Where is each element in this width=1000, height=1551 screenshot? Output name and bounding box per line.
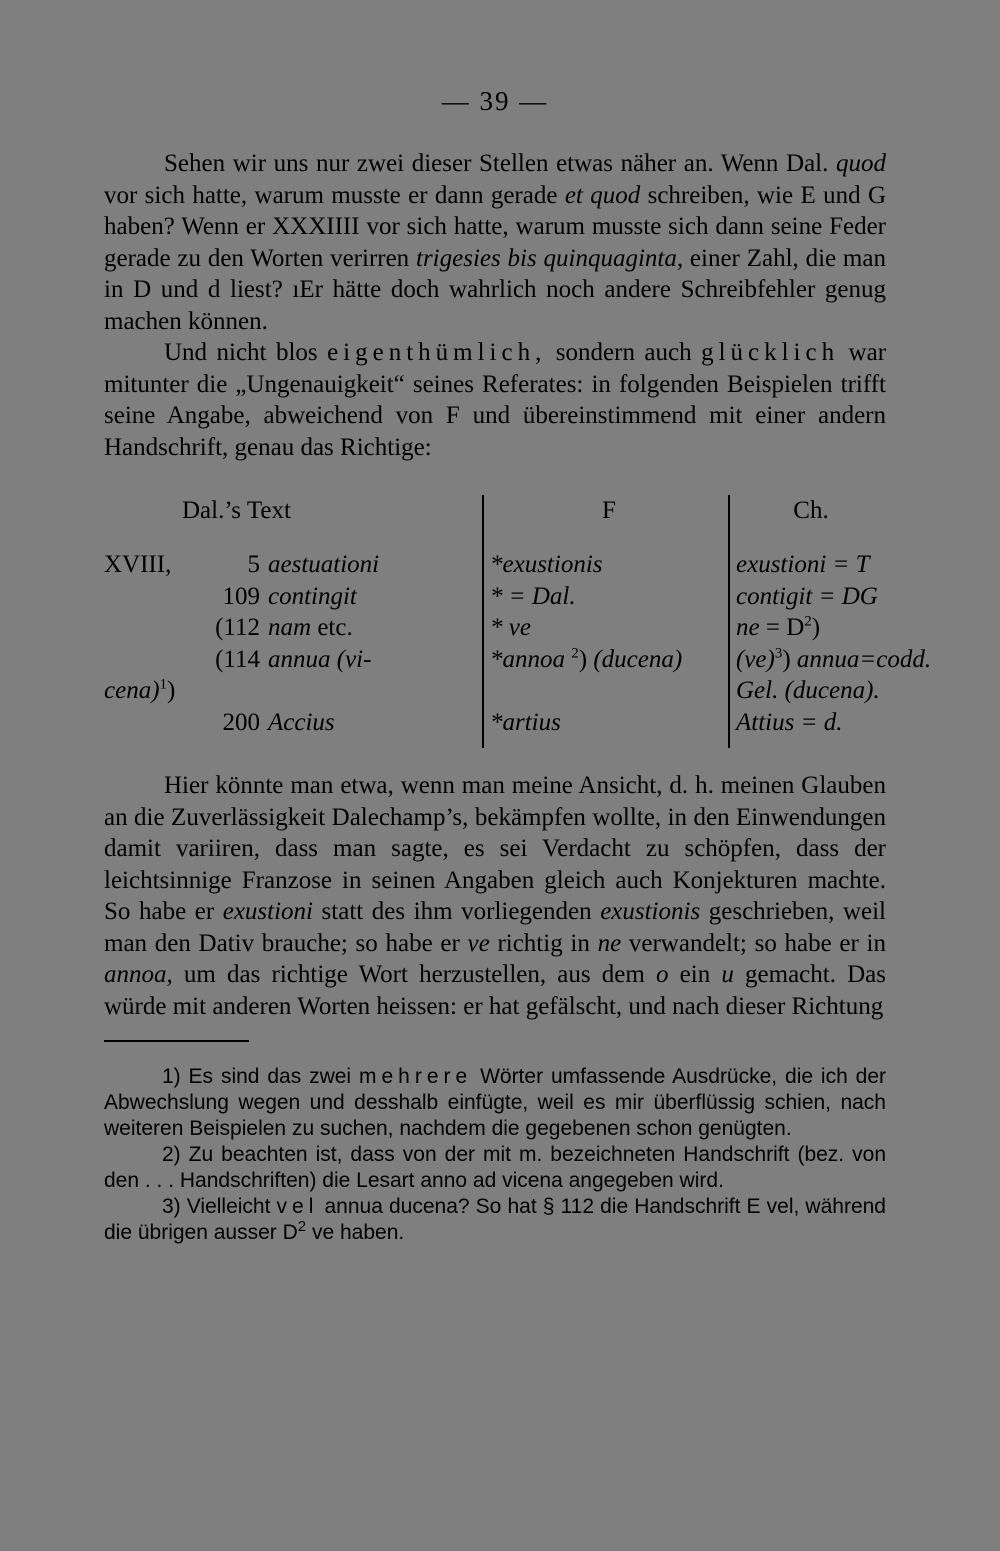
reading: nam [268, 614, 312, 641]
reading-tail: ) [167, 677, 176, 704]
cell-ch [729, 675, 886, 707]
chapter-number: XVIII, [104, 551, 172, 578]
cell-f [483, 612, 729, 644]
cell-f [483, 644, 729, 676]
footnote-ref: 2 [571, 645, 579, 662]
reading: Attius = d. [736, 708, 843, 736]
italic-run: u [721, 961, 734, 988]
footnote-2: 2) Zu beachten ist, dass von der mit m. bezeichneten Handschrift (bez. von den . . . Handschriften) die Lesart anno ad vicena angegeben wird. [104, 1143, 886, 1192]
text-run: geschrieben, weil man den Dativ brauche; so habe er [104, 898, 886, 957]
reading: (ve) [736, 645, 775, 673]
superscript: 2 [804, 613, 812, 630]
italic-run: ne [597, 929, 622, 957]
variant-readings-table [104, 495, 932, 748]
text-run: ve haben. [306, 1221, 405, 1244]
reading: annua=codd. [796, 645, 932, 673]
reading: (ducena) [593, 645, 683, 673]
italic-run: annoa, [104, 961, 173, 988]
italic-run: ve [467, 929, 490, 957]
italic-run: et quod [564, 181, 641, 209]
section-number: 5 [247, 551, 260, 578]
footnote-1 [104, 1064, 886, 1142]
table-row [104, 612, 886, 644]
reading: Accius [268, 708, 335, 736]
spaced-run: mehrere [358, 1065, 473, 1088]
reading-tail: ) [811, 614, 821, 641]
reading: cena) [104, 677, 160, 704]
text-run: war mitunter die „Ungenauigkeit“ seines Referates: in folgenden Beispielen trifft seine Angabe, abweichend von F und übereinstimmend mit einer andern Handschrift, genau das Richtige: [104, 339, 887, 461]
cell-dal [104, 644, 483, 676]
text-run: sondern auch [546, 339, 702, 366]
cell-f [483, 581, 729, 613]
reading: Gel. (ducena). [736, 677, 880, 704]
reading-tail: ) [782, 645, 797, 673]
reading: *artius [490, 708, 561, 736]
table-row [104, 707, 886, 749]
cell-dal [104, 675, 483, 707]
italic-run: exustioni [222, 898, 313, 925]
text-run: gemacht. Das würde mit anderen Worten heissen: er hat gefälscht, und nach dieser Richtung [104, 961, 887, 1020]
reading: ne [736, 614, 760, 641]
table-header-row [104, 495, 886, 541]
reading: contingit [268, 582, 357, 610]
cell-ch [729, 541, 886, 581]
italic-run: exustionis [600, 898, 701, 925]
text-run: um das richtige Wort herzustellen, aus dem [172, 961, 656, 988]
header-ch: Ch. [729, 495, 886, 541]
text-run: Sehen wir uns nur zwei dieser Stellen etwas näher an. Wenn Dal. [164, 150, 836, 177]
text-run: einer Zahl, die man in D und d liest? ıEr hätte doch wahrlich noch andere Schreibfehler genug machen können. [104, 244, 886, 335]
text-run: vor sich hatte, warum musste er dann gerade [104, 181, 565, 209]
italic-run: quod [836, 150, 886, 177]
spaced-run: eigenthümlich, [327, 339, 547, 366]
text-run: ein [668, 961, 722, 988]
text-run: schreiben, wie E und G haben? Wenn er XXXIIII vor sich hatte, warum musste sich dann seine Feder gerade zu den Worten verirren [104, 181, 886, 272]
reading-tail: = D [759, 614, 805, 641]
cell-ch [729, 612, 886, 644]
section-number: 109 [222, 582, 260, 610]
book-page [104, 86, 932, 1246]
header-dal-text: Dal.’s Text [182, 497, 291, 524]
spaced-run: vel [276, 1195, 319, 1218]
table-row [104, 644, 886, 676]
reading: annua (vi- [268, 645, 372, 673]
reading: contigit = DG [736, 582, 878, 610]
section-number: (112 [215, 614, 260, 641]
cell-dal [104, 541, 483, 581]
text-run: Hier könnte man etwa, wenn man meine Ansicht, d. h. meinen Glauben an die Zuverlässigkeit Dalechamp’s, bekämpfen wollte, in den Einwendungen damit variiren, dass man sagte, es sei Verdacht zu schöpfen, dass der leichtsinnige Franzose in seinen Angaben gleich auch Konjekturen machte. So habe er [104, 772, 886, 925]
footnote-ref: 1 [159, 676, 168, 693]
text-run: richtig in [489, 929, 598, 957]
section-number: (114 [215, 645, 260, 673]
cell-f [483, 675, 729, 707]
paragraph-1 [104, 148, 886, 337]
reading: aestuationi [268, 551, 380, 578]
cell-f [483, 541, 729, 581]
footnote-ref: 3 [774, 645, 783, 662]
footnote-divider [104, 1040, 249, 1042]
cell-ch [729, 707, 886, 749]
cell-dal [104, 707, 483, 749]
italic-run: trigesies bis quinquaginta, [416, 244, 684, 272]
reading: * = Dal. [490, 582, 576, 610]
cell-ch [729, 581, 886, 613]
cell-ch [729, 644, 932, 676]
cell-f [483, 707, 729, 749]
cell-dal [104, 581, 483, 613]
text-run: verwandelt; so habe er in [621, 929, 886, 957]
text-run: statt des ihm vorliegenden [312, 898, 601, 925]
reading: exustioni = T [736, 551, 870, 578]
italic-run: o [656, 961, 669, 988]
table-row [104, 581, 886, 613]
page-number: — 39 — [441, 86, 549, 116]
header-f: F [483, 495, 729, 541]
text-run: Wörter umfassende Ausdrücke, die ich der Abwechslung wegen und desshalb einfügte, weil es mir überflüssig schien, nach weiteren Beispielen zu suchen, nachdem die gegebenen schon genügten. [104, 1065, 886, 1140]
text-run: Und nicht blos [164, 339, 328, 366]
spaced-run: glücklich [701, 339, 840, 366]
reading-tail: ) [578, 645, 594, 673]
reading: * ve [490, 614, 531, 641]
text-run: 1) Es sind das zwei [162, 1065, 359, 1088]
table-row [104, 675, 886, 707]
cell-dal [104, 612, 483, 644]
reading: *annoa [490, 645, 572, 673]
section-number: 200 [222, 708, 260, 736]
reading-tail: etc. [311, 614, 353, 641]
table-row [104, 541, 886, 581]
superscript: 2 [297, 1218, 307, 1235]
text-run: annua ducena? So hat § 112 die Handschrift E vel, während die übrigen ausser D [104, 1195, 886, 1244]
paragraph-3 [104, 770, 886, 1022]
text-run: 3) Vielleicht [162, 1195, 277, 1218]
paragraph-2 [104, 337, 886, 463]
reading: *exustionis [490, 551, 603, 578]
footnote-3 [104, 1194, 886, 1246]
